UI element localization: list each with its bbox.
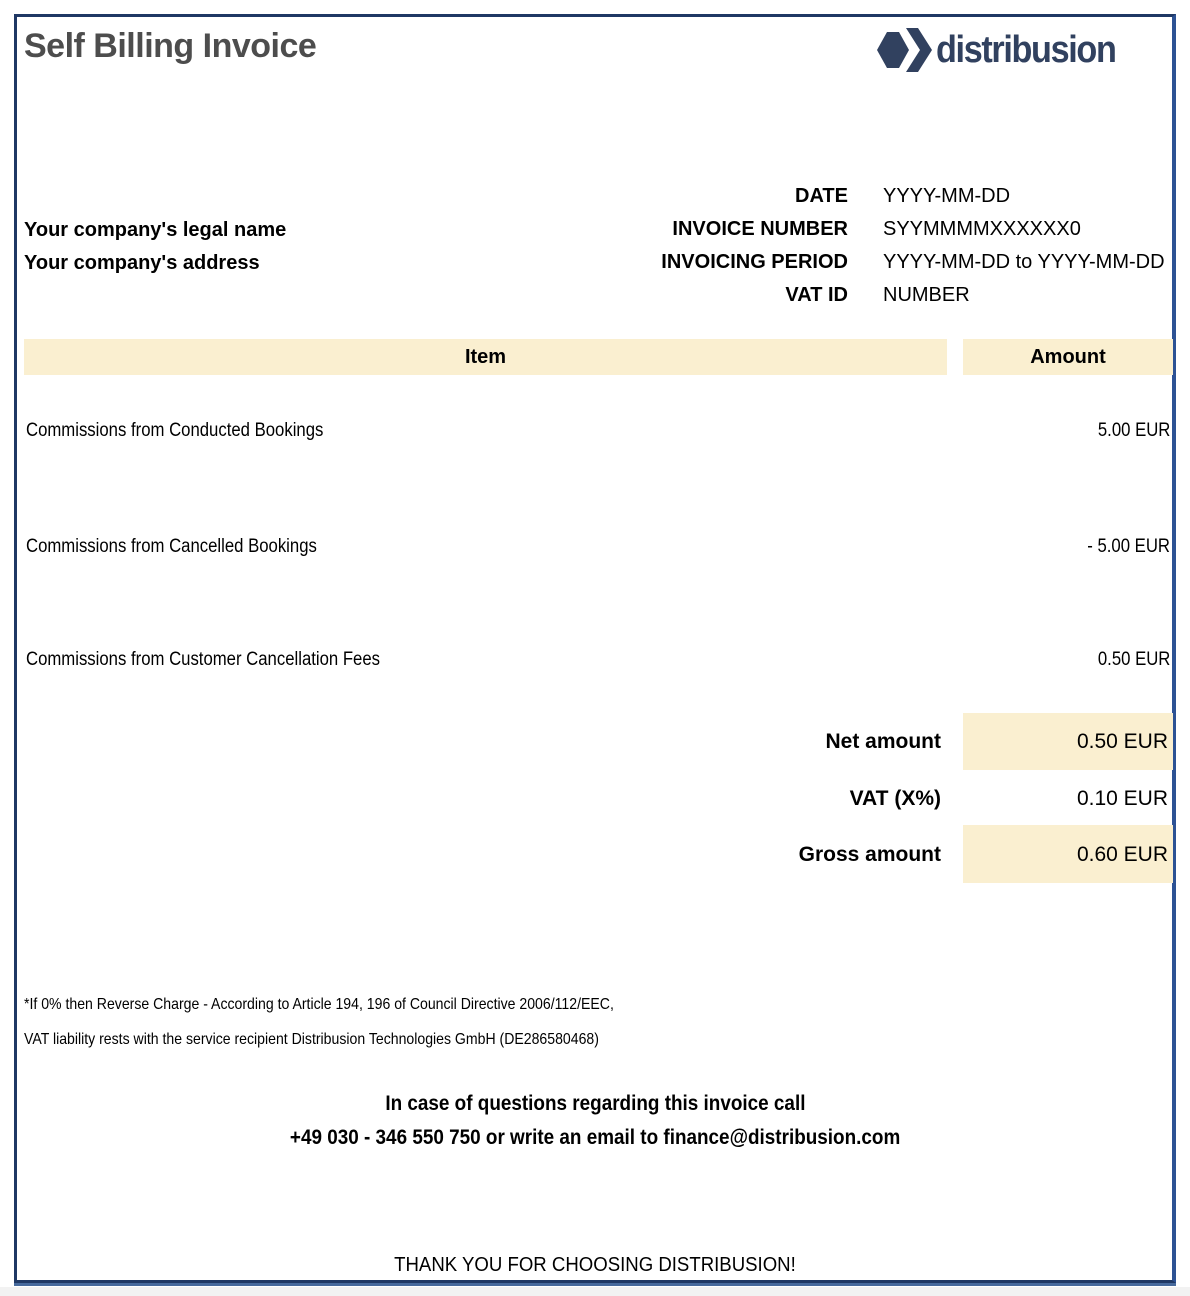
contact-line2: +49 030 - 346 550 750 or write an email to finance@distribusion.com <box>289 1126 901 1149</box>
reverse-charge-footnote-line1: *If 0% then Reverse Charge - According to Article 194, 196 of Council Directive 2006/112/EEC, <box>24 996 614 1013</box>
table-row-amount: 5.00 EUR <box>1097 420 1170 441</box>
meta-row-invoicing-period <box>0 246 1190 279</box>
meta-label: DATE <box>795 185 848 207</box>
company-legal-name: Your company's legal name <box>24 219 287 241</box>
meta-value: YYYY-MM-DD to YYYY-MM-DD <box>883 251 1165 273</box>
net-amount-value: 0.50 EUR <box>1076 730 1168 753</box>
page-title: Self Billing Invoice <box>24 27 317 65</box>
table-row-item: Commissions from Customer Cancellation Fees <box>26 649 381 670</box>
company-address: Your company's address <box>24 252 260 274</box>
gross-amount-label: Gross amount <box>798 843 941 866</box>
contact-line1: In case of questions regarding this invoice call <box>384 1092 806 1115</box>
table-header-amount: Amount <box>963 339 1173 375</box>
table-row-amount: - 5.00 EUR <box>1087 536 1170 557</box>
brand-wordmark: distribusion <box>936 28 1116 71</box>
vat-label: VAT (X%) <box>849 787 941 810</box>
meta-label: INVOICE NUMBER <box>672 218 848 240</box>
invoice-meta <box>0 180 1190 312</box>
meta-row-date <box>0 180 1190 213</box>
meta-label: INVOICING PERIOD <box>661 251 848 273</box>
table-row-item: Commissions from Conducted Bookings <box>26 420 324 441</box>
meta-value: NUMBER <box>883 284 970 306</box>
distribusion-logo-icon <box>876 28 936 72</box>
gross-amount-value: 0.60 EUR <box>1076 843 1168 866</box>
table-header-item: Item <box>24 339 947 375</box>
reverse-charge-footnote-line2: VAT liability rests with the service recipient Distribusion Technologies GmbH (DE286580468) <box>24 1031 599 1048</box>
meta-label: VAT ID <box>785 284 848 306</box>
meta-value: YYYY-MM-DD <box>883 185 1011 207</box>
vat-value: 0.10 EUR <box>1076 787 1168 810</box>
thank-you-line: THANK YOU FOR CHOOSING DISTRIBUSION! <box>394 1254 796 1276</box>
meta-row-vat-id <box>0 279 1190 312</box>
table-row-item: Commissions from Cancelled Bookings <box>26 536 317 557</box>
meta-row-invoice-number <box>0 213 1190 246</box>
table-row-amount: 0.50 EUR <box>1097 649 1170 670</box>
net-amount-label: Net amount <box>825 730 941 753</box>
contact-block <box>0 1087 1190 1155</box>
brand-logo <box>876 26 1135 74</box>
meta-value: SYYMMMMXXXXXX0 <box>883 218 1081 240</box>
page-bottom-shadow <box>0 1287 1190 1296</box>
